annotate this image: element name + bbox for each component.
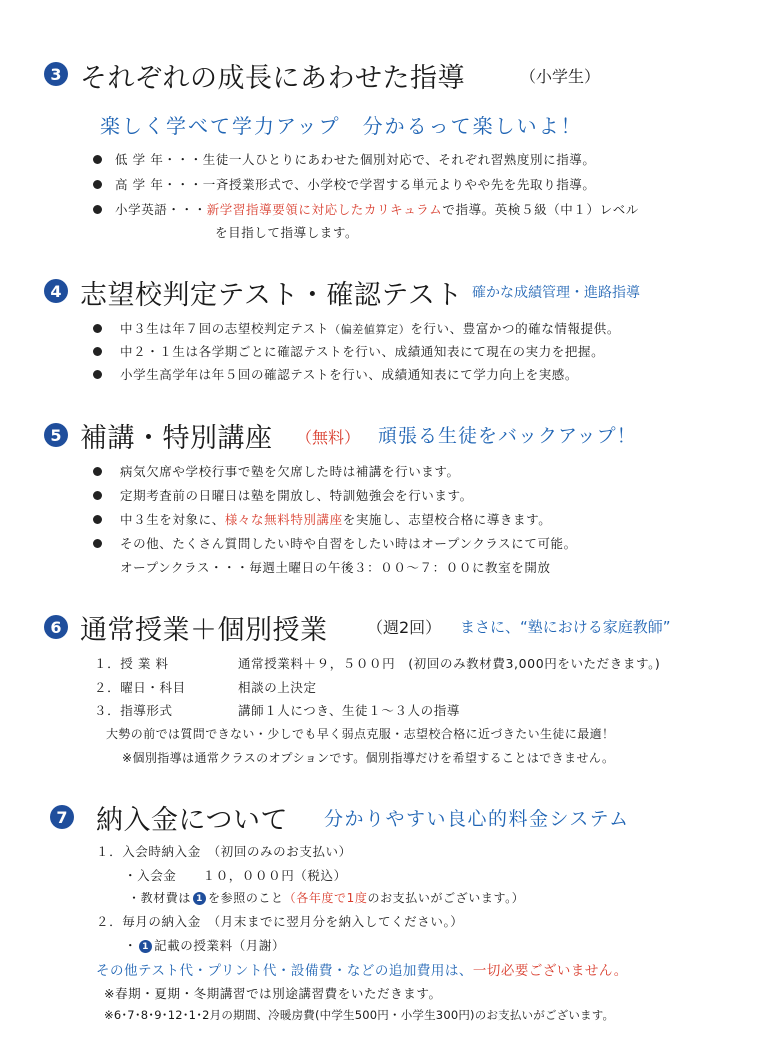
section-5-item-2: 定期考査前の日曜日は塾を開放し、特訓勉強会を行います。 [120,488,473,503]
section-5-item-4: その他、たくさん質問したい時や自習をしたい時はオープンクラスにて可能。 [120,536,577,551]
section-4-title: 志望校判定テスト・確認テスト [80,280,463,311]
line-text: ・ [124,938,138,953]
section-7-title: 納入金について [96,805,288,836]
item-text: を実施し、志望校合格に導きます。 [342,512,552,527]
bullet-icon [93,205,102,214]
section-5-item-3 [120,510,551,528]
item-text: を行い、豊富かつ的確な情報提供。 [410,321,620,336]
item-text: 中３生は年７回の志望校判定テスト [120,321,330,336]
section-7-number-badge: 7 [50,805,74,829]
bullet-icon [93,370,102,379]
section-6-note-2: ※個別指導は通常クラスのオプションです。個別指導だけを希望することはできません。 [122,751,615,765]
section-3-item-english-cont: を目指して指導します。 [215,225,359,240]
section-3-item-english [115,200,639,218]
section-7-line-2: ・入会金 １０，０００円（税込） [124,868,347,883]
section-4-item-2: 中２・１生は各学期ごとに確認テストを行い、成績通知表にて現在の実力を把握。 [120,344,605,359]
section-4-item-1 [120,319,620,337]
section-7-line-1: １．入会時納入金 （初回のみのお支払い） [96,844,352,859]
section-3-lead: 楽しく学べて学力アップ 分かるって楽しいよ！ [100,114,583,138]
section-5-number-badge: 5 [44,423,68,447]
section-6-subtitle: （週2回） [367,618,442,637]
section-4-item-3: 小学生高学年は年５回の確認テストを行い、成績通知表にて学力向上を実感。 [120,367,579,382]
section-7-line-4: ２．毎月の納入金 （月末までに翌月分を納入してください。） [96,914,464,929]
section-6-title: 通常授業＋個別授業 [80,615,328,646]
bullet-icon [93,155,102,164]
line-text: 記載の授業料（月謝） [154,938,286,953]
bullet-icon [93,347,102,356]
line-text: ・教材費は [128,891,192,905]
section-6-number-badge: 6 [44,615,68,639]
english-curriculum-highlight: 新学習指導要領に対応したカリキュラム [206,202,443,217]
english-label: 小学英語・・・ [115,202,207,217]
section-6-row-value-schedule: 相談の上決定 [238,680,317,695]
bullet-icon [93,515,102,524]
section-ref-badge: 1 [193,892,206,905]
section-3-subtitle: （小学生） [520,67,601,86]
bullet-icon [93,180,102,189]
section-7-line-6 [96,959,628,979]
section-7-line-5 [124,936,285,954]
section-6-tagline: まさに、“塾における家庭教師” [460,618,671,636]
item-note: （偏差値算定） [329,323,411,336]
bullet-icon [93,324,102,333]
section-7-line-8: ※6･7･8･9･12･1･2月の期間、冷暖房費(中学生500円・小学生300円)のお支払いがございます。 [104,1008,615,1022]
item-text: 中３生を対象に、 [120,512,225,527]
section-5-item-4-cont: オープンクラス・・・毎週土曜日の午後３：００～７：００に教室を開放 [120,560,551,575]
line-text: を参照のこと [208,891,284,905]
line-text: のお支払いがございます。） [367,891,525,905]
free-course-highlight: 様々な無料特別講座 [224,512,343,527]
section-3-item-lower: 低 学 年・・・生徒一人ひとりにあわせた個別対応で、それぞれ習熟度別に指導。 [115,152,596,167]
section-5-title: 補講・特別講座 [80,423,273,454]
section-6-row-value-fee: 通常授業料＋９，５００円 (初回のみ教材費3,000円をいただきます。) [238,656,661,671]
section-3-title: それぞれの成長にあわせた指導 [80,63,465,94]
section-4-number-badge: 4 [44,279,68,303]
section-7-line-3 [128,889,524,906]
bullet-icon [93,467,102,476]
section-6-row-label-format: ３．指導形式 [94,703,173,718]
bullet-icon [93,539,102,548]
section-7-tagline: 分かりやすい良心的料金システム [324,808,630,830]
english-level-text: で指導。英検５級（中１）レベル [442,202,639,217]
section-6-note-1: 大勢の前では質問できない・少しでも早く弱点克服・志望校合格に近づきたい生徒に最適！ [106,727,615,741]
section-5-item-1: 病気欠席や学校行事で塾を欠席した時は補講を行います。 [120,464,460,479]
section-5-free-label: （無料） [296,428,361,447]
section-6-row-label-schedule: ２．曜日・科目 [94,680,186,695]
yearly-note-highlight: （各年度で1度 [283,891,368,905]
no-extra-cost-highlight: 一切必要ございません。 [472,963,628,979]
section-7-line-7: ※春期・夏期・冬期講習では別途講習費をいただきます。 [104,986,442,1001]
section-5-tagline: 頑張る生徒をバックアップ！ [378,425,637,447]
section-ref-badge: 1 [139,940,152,953]
section-3-number-badge: 3 [44,62,68,86]
section-6-row-value-format: 講師１人につき、生徒１～３人の指導 [238,703,460,718]
section-3-item-upper: 高 学 年・・・一斉授業形式で、小学校で学習する単元よりやや先を先取り指導。 [115,177,596,192]
section-6-row-label-fee: １．授 業 料 [94,656,169,671]
extra-cost-text: その他テスト代・プリント代・設備費・などの追加費用は、 [96,963,473,979]
bullet-icon [93,491,102,500]
section-4-tagline: 確かな成績管理・進路指導 [472,285,640,301]
